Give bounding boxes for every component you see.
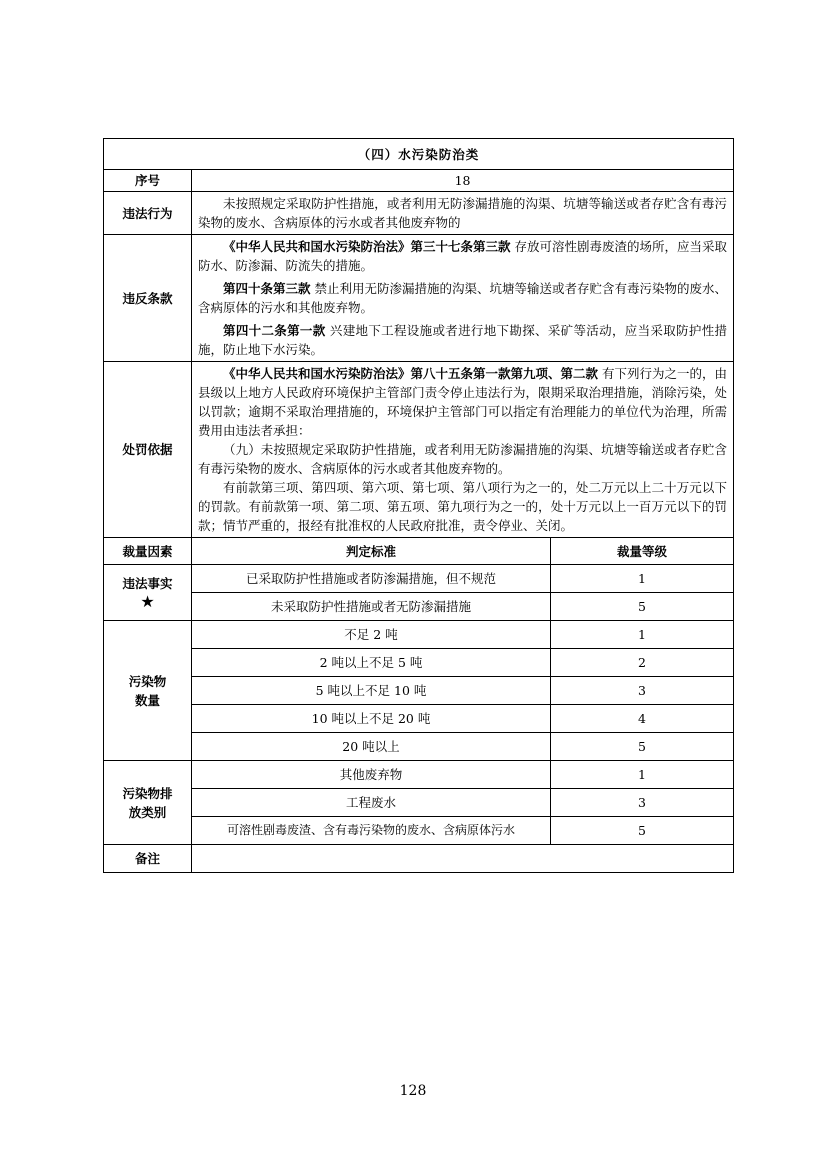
remarks-label: 备注: [104, 845, 192, 873]
article-paragraph: [198, 279, 727, 317]
table-row: [104, 789, 734, 817]
level-cell: 5: [551, 733, 734, 761]
table-row: [104, 761, 734, 789]
table-row: [104, 649, 734, 677]
violation-label: 违法行为: [104, 192, 192, 235]
criteria-cell: 工程废水: [192, 789, 551, 817]
criteria-cell: 已采取防护性措施或者防渗漏措施，但不规范: [192, 565, 551, 593]
penalty-basis-fines: 有前款第三项、第四项、第六项、第七项、第八项行为之一的，处二万元以上二十万元以下的罚款。有前款第一项、第二项、第五项、第九项行为之一的，处十万元以上一百万元以下的罚款；情节严重的，报经有批准权的人民政府批准，责令停业、关闭。: [198, 480, 728, 533]
penalty-basis-paragraph: [198, 364, 727, 440]
violation-text: 未按照规定采取防护性措施，或者利用无防渗漏措施的沟渠、坑塘等输送或者存贮含有毒污染物的废水、含病原体的污水或者其他废弃物的: [198, 196, 728, 230]
table-row: [104, 621, 734, 649]
level-header: 裁量等级: [551, 538, 734, 565]
table-row: [104, 705, 734, 733]
table-title: （四）水污染防治类: [104, 139, 734, 170]
level-cell: 5: [551, 817, 734, 845]
criteria-cell: 未采取防护性措施或者无防渗漏措施: [192, 593, 551, 621]
criteria-header: 判定标准: [192, 538, 551, 565]
criteria-cell: 10 吨以上不足 20 吨: [192, 705, 551, 733]
serial-row: [104, 170, 734, 192]
level-cell: 3: [551, 677, 734, 705]
factor-name-line2: 放类别: [128, 804, 167, 820]
penalty-basis-title: 《中华人民共和国水污染防治法》第八十五条第一款第九项、第二款: [223, 366, 599, 381]
factor-violation-fact: [104, 565, 192, 621]
article-text: 兴建地下工程设施或者进行地下勘探、采矿等活动，应当采取防护性措施，防止地下水污染。: [198, 323, 728, 357]
table-row: [104, 817, 734, 845]
page-number: 128: [399, 1083, 427, 1099]
level-cell: 1: [551, 621, 734, 649]
level-cell: 1: [551, 565, 734, 593]
serial-label: 序号: [104, 170, 192, 192]
violation-row: [104, 192, 734, 235]
factor-discharge-category: [104, 761, 192, 845]
serial-value: 18: [192, 170, 734, 192]
article-title: 第四十条第三款: [223, 281, 311, 296]
factor-name-line2: 数量: [134, 692, 160, 708]
level-cell: 3: [551, 789, 734, 817]
remarks-value: [192, 845, 734, 873]
criteria-cell: 5 吨以上不足 10 吨: [192, 677, 551, 705]
penalty-basis-text: 有下列行为之一的，由县级以上地方人民政府环境保护主管部门责令停止违法行为，限期采取治理措施，消除污染，处以罚款；逾期不采取治理措施的，环境保护主管部门可以指定有治理能力的单位代为治理，所需费用由违法者承担：: [198, 366, 728, 438]
article-paragraph: [198, 321, 727, 359]
article-title: 《中华人民共和国水污染防治法》第三十七条第三款: [223, 239, 511, 254]
criteria-cell: 可溶性剧毒废渣、含有毒污染物的废水、含病原体污水: [192, 817, 551, 845]
penalty-discretion-table: [103, 138, 734, 873]
table-row: [104, 593, 734, 621]
article-text: 存放可溶性剧毒废渣的场所，应当采取防水、防渗漏、防流失的措施。: [198, 239, 728, 273]
violated-articles-row: [104, 235, 734, 362]
remarks-row: [104, 845, 734, 873]
table-row: [104, 677, 734, 705]
article-text: 禁止利用无防渗漏措施的沟渠、坑塘等输送或者存贮含有毒污染物的废水、含病原体的污水和其他废弃物。: [198, 281, 728, 315]
criteria-cell: 2 吨以上不足 5 吨: [192, 649, 551, 677]
penalty-basis-label: 处罚依据: [104, 362, 192, 538]
level-cell: 1: [551, 761, 734, 789]
factor-pollutant-quantity: [104, 621, 192, 761]
article-title: 第四十二条第一款: [223, 323, 326, 338]
factor-name: 违法事实: [122, 576, 173, 591]
criteria-cell: 20 吨以上: [192, 733, 551, 761]
penalty-basis-row: [104, 362, 734, 538]
factor-name-line1: 污染物: [128, 673, 167, 689]
article-paragraph: [198, 237, 727, 275]
table-row: [104, 565, 734, 593]
factor-name-line1: 污染物排: [122, 785, 173, 801]
violated-articles-label: 违反条款: [104, 235, 192, 362]
factors-header-row: [104, 538, 734, 565]
level-cell: 5: [551, 593, 734, 621]
criteria-cell: 不足 2 吨: [192, 621, 551, 649]
criteria-cell: 其他废弃物: [192, 761, 551, 789]
title-row: [104, 139, 734, 170]
table-row: [104, 733, 734, 761]
star-icon: ★: [140, 592, 155, 611]
factor-header: 裁量因素: [104, 538, 192, 565]
level-cell: 2: [551, 649, 734, 677]
penalty-basis-item-9: （九）未按照规定采取防护性措施，或者利用无防渗漏措施的沟渠、坑塘等输送或者存贮含有毒污染物的废水、含病原体的污水或者其他废弃物的。: [198, 442, 728, 476]
level-cell: 4: [551, 705, 734, 733]
